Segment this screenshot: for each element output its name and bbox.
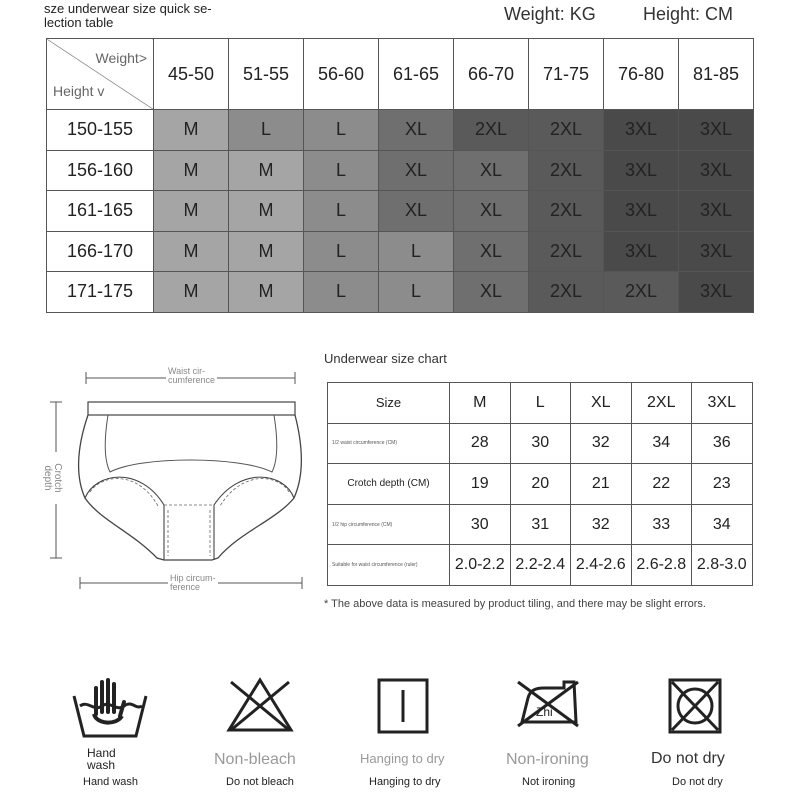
table-header-row — [47, 39, 754, 110]
value-cell: 30 — [510, 423, 571, 464]
table-row — [47, 191, 754, 232]
care-sub-non-ironing: Not ironing — [522, 776, 576, 788]
table-header-row — [328, 383, 753, 424]
weight-header-cell: 51-55 — [229, 39, 304, 110]
care-item-non-bleach — [200, 676, 320, 734]
value-cell: 20 — [510, 464, 571, 505]
weight-header-cell: 56-60 — [304, 39, 379, 110]
size-cell: L — [304, 150, 379, 191]
height-cell: 161-165 — [47, 191, 154, 232]
size-header-cell: 3XL — [692, 383, 753, 424]
value-cell: 22 — [631, 464, 692, 505]
weight-header-cell: 71-75 — [529, 39, 604, 110]
row-label: Suitable for waist circumference (ruler) — [328, 545, 450, 586]
size-cell: M — [229, 191, 304, 232]
crotch-depth-label: Crotch depth — [42, 452, 62, 504]
weight-header-cell: 61-65 — [379, 39, 454, 110]
value-cell: 36 — [692, 423, 753, 464]
value-cell: 2.0-2.2 — [450, 545, 511, 586]
size-cell: M — [229, 231, 304, 272]
care-main-non-bleach: Non-bleach — [214, 751, 296, 768]
size-header-cell: 2XL — [631, 383, 692, 424]
size-cell: L — [229, 110, 304, 151]
size-cell: L — [304, 110, 379, 151]
size-cell: 3XL — [604, 110, 679, 151]
size-quick-selection-table — [46, 38, 754, 313]
value-cell: 2.8-3.0 — [692, 545, 753, 586]
table-row — [328, 504, 753, 545]
care-main-non-ironing: Non-ironing — [506, 751, 589, 768]
size-cell: L — [304, 231, 379, 272]
size-cell: 3XL — [604, 231, 679, 272]
size-cell: L — [379, 272, 454, 313]
size-header-label: Size — [328, 383, 450, 424]
care-main-hang-dry: Hanging to dry — [360, 751, 445, 766]
size-cell: XL — [454, 231, 529, 272]
value-cell: 2.2-2.4 — [510, 545, 571, 586]
underwear-size-chart — [327, 382, 753, 586]
row-label: 1/2 waist circumference (CM) — [328, 423, 450, 464]
size-cell: 2XL — [604, 272, 679, 313]
height-cell: 156-160 — [47, 150, 154, 191]
size-cell: 2XL — [529, 231, 604, 272]
size-chart-title: Underwear size chart — [324, 351, 447, 366]
care-sub-non-bleach: Do not bleach — [226, 776, 294, 788]
size-cell: XL — [379, 191, 454, 232]
waist-circumference-label: Waist cir- cumference — [168, 366, 216, 385]
size-cell: 3XL — [604, 191, 679, 232]
table-row — [328, 464, 753, 505]
weight-header-cell: 66-70 — [454, 39, 529, 110]
size-cell: 3XL — [679, 272, 754, 313]
size-cell: XL — [454, 272, 529, 313]
corner-weight-label: Weight> — [95, 50, 147, 66]
size-cell: XL — [379, 150, 454, 191]
care-item-do-not-dry — [635, 678, 755, 734]
table-row — [47, 231, 754, 272]
size-cell: 3XL — [679, 191, 754, 232]
iron-icon-label: Zhi — [536, 705, 553, 719]
size-cell: 2XL — [529, 191, 604, 232]
height-cell: 150-155 — [47, 110, 154, 151]
size-header-cell: M — [450, 383, 511, 424]
value-cell: 2.6-2.8 — [631, 545, 692, 586]
hip-circumference-label: Hip circum- ference — [170, 573, 216, 592]
size-cell: M — [154, 231, 229, 272]
non-bleach-icon — [225, 676, 295, 734]
care-item-non-ironing — [489, 678, 609, 728]
height-cell: 166-170 — [47, 231, 154, 272]
size-cell: M — [229, 150, 304, 191]
measurement-note: * The above data is measured by product tiling, and there may be slight errors. — [324, 598, 706, 610]
value-cell: 28 — [450, 423, 511, 464]
value-cell: 19 — [450, 464, 511, 505]
care-item-hand-wash — [50, 676, 170, 738]
corner-height-label: Height v — [53, 83, 105, 99]
value-cell: 21 — [571, 464, 632, 505]
size-cell: L — [379, 231, 454, 272]
size-cell: 2XL — [454, 110, 529, 151]
size-cell: 3XL — [679, 150, 754, 191]
care-sub-hang-dry: Hanging to dry — [369, 776, 441, 788]
care-main-do-not-dry: Do not dry — [651, 750, 725, 767]
value-cell: 2.4-2.6 — [571, 545, 632, 586]
row-label: Crotch depth (CM) — [328, 464, 450, 505]
size-cell: L — [304, 191, 379, 232]
table-row — [47, 110, 754, 151]
value-cell: 23 — [692, 464, 753, 505]
size-cell: XL — [454, 191, 529, 232]
page-title: sze underwear size quick se- lection table — [44, 1, 212, 30]
underwear-diagram — [40, 360, 310, 600]
table-row — [328, 423, 753, 464]
value-cell: 30 — [450, 504, 511, 545]
hang-dry-icon — [377, 678, 429, 734]
hand-wash-icon — [70, 676, 150, 738]
size-cell: 2XL — [529, 110, 604, 151]
value-cell: 34 — [692, 504, 753, 545]
value-cell: 33 — [631, 504, 692, 545]
size-cell: M — [229, 272, 304, 313]
height-unit-label: Height: CM — [643, 4, 734, 24]
size-cell: M — [154, 110, 229, 151]
value-cell: 31 — [510, 504, 571, 545]
size-cell: M — [154, 191, 229, 232]
table-row — [47, 272, 754, 313]
care-main-hand-wash: Hand wash — [87, 746, 116, 772]
do-not-dry-icon — [668, 678, 722, 734]
underwear-outline-icon — [40, 360, 310, 600]
size-cell: M — [154, 150, 229, 191]
care-item-hang-dry — [343, 678, 463, 734]
size-header-cell: L — [510, 383, 571, 424]
size-cell: 3XL — [679, 110, 754, 151]
size-cell: L — [304, 272, 379, 313]
value-cell: 32 — [571, 423, 632, 464]
care-sub-do-not-dry: Do not dry — [672, 776, 723, 788]
weight-unit-label: Weight: KG — [504, 4, 596, 24]
value-cell: 32 — [571, 504, 632, 545]
size-header-cell: XL — [571, 383, 632, 424]
size-cell: M — [154, 272, 229, 313]
weight-header-cell: 45-50 — [154, 39, 229, 110]
size-cell: XL — [454, 150, 529, 191]
table-row — [47, 150, 754, 191]
non-ironing-icon — [516, 678, 582, 728]
table-corner-cell — [47, 39, 154, 110]
size-cell: 3XL — [679, 231, 754, 272]
value-cell: 34 — [631, 423, 692, 464]
height-cell: 171-175 — [47, 272, 154, 313]
weight-header-cell: 81-85 — [679, 39, 754, 110]
size-cell: 2XL — [529, 150, 604, 191]
size-cell: XL — [379, 110, 454, 151]
size-cell: 3XL — [604, 150, 679, 191]
row-label: 1/2 hip circumference (CM) — [328, 504, 450, 545]
weight-header-cell: 76-80 — [604, 39, 679, 110]
size-cell: 2XL — [529, 272, 604, 313]
table-row — [328, 545, 753, 586]
care-sub-hand-wash: Hand wash — [83, 776, 139, 788]
